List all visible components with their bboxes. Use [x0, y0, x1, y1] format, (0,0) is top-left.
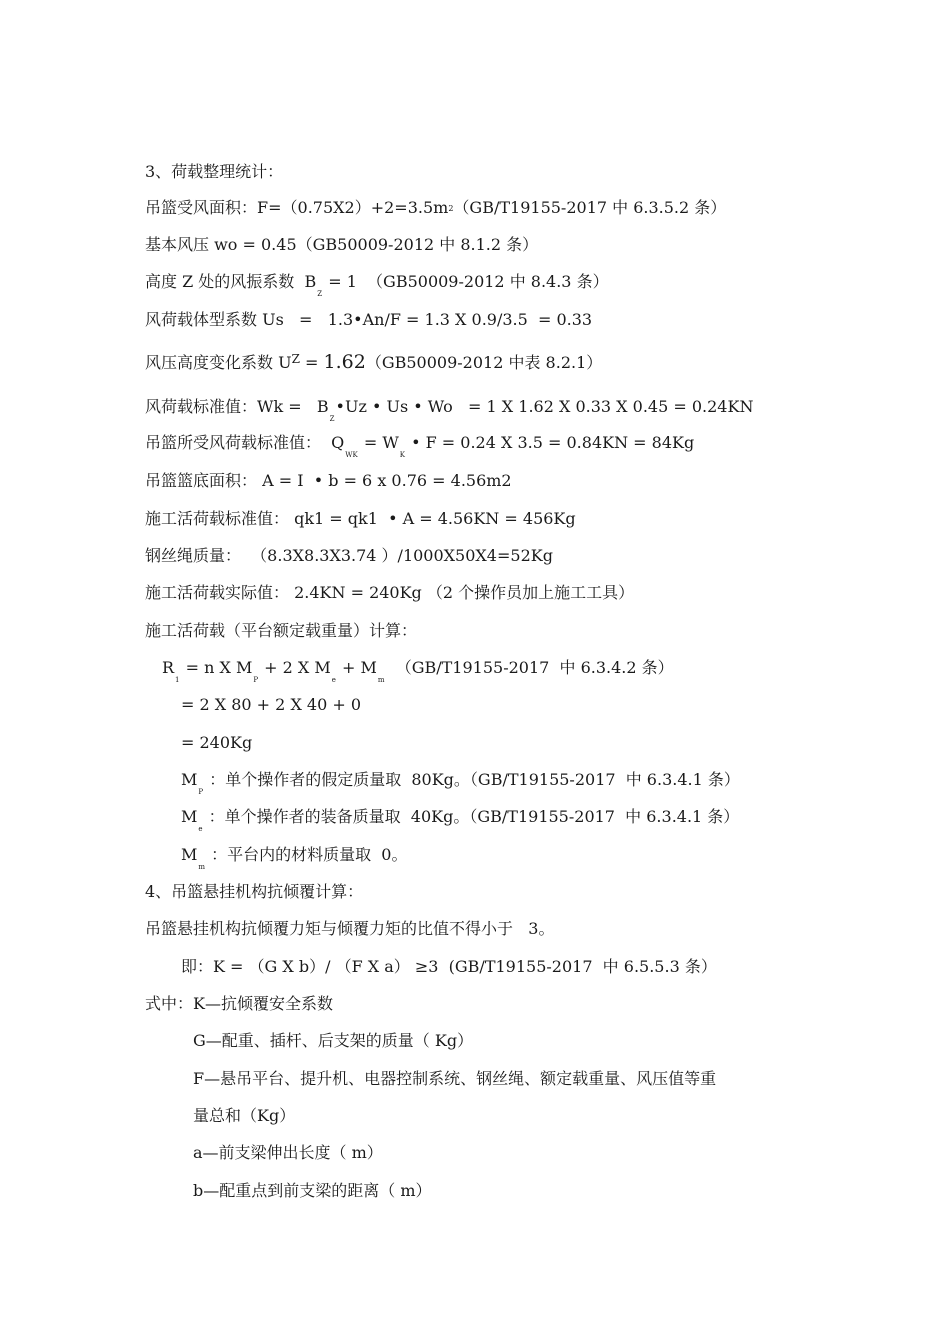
wind-area-line: 吊篮受风面积：$F=(0.75X2)+2=3.5m^2(GB/T19155-2017$ 中 6.3.5.2 条）	[145, 198, 727, 217]
f-definition-continued: 量总和（Kg）	[193, 1106, 296, 1125]
shape-coefficient-line: 风荷载体型系数 Us = 1.3•An/F = 1.3 X 0.9/3.5 = 0.33	[145, 310, 593, 329]
rated-load-heading: 施工活荷载（平台额定载重量）计算：	[145, 621, 418, 640]
wind-vibration-line: 高度 Z 处的风振系数 $B_Z = 1$ （GB50009-2012 中 8.4.3 条）	[145, 272, 609, 298]
section-heading-3: 3、荷载整理统计：	[145, 162, 284, 181]
r1-formula-line: $R_1 = n$ X $M_P + 2$ X $M_e + M_m$ （GB/T19155-2017 中 6.3.4.2 条）	[162, 658, 674, 684]
basic-wind-pressure-line: 基本风压 wo = 0.45（GB50009-2012 中 8.1.2 条）	[145, 235, 539, 254]
section-heading-4: 4、吊篮悬挂机构抗倾覆计算：	[145, 882, 364, 901]
b-definition-line: b—配重点到前支梁的距离（ m）	[193, 1181, 432, 1200]
basket-wind-load-line: 吊篮所受风荷载标准值： $Q_{WK} = W_K$ • F = 0.24 X 3.5 = 0.84KN = 84Kg	[145, 433, 695, 459]
wind-load-standard-line: 风荷载标准值：$Wk = B_Z•Uz$ • Us • Wo = 1 X 1.62 X 0.33 X 0.45 = 0.24KN	[145, 397, 754, 423]
basket-floor-area-line: 吊篮篮底面积： A = I • b = 6 x 0.76 = 4.56m2	[145, 471, 512, 490]
live-load-standard-line: 施工活荷载标准值： qk1 = qk1 • A = 4.56KN = 456Kg	[145, 509, 576, 528]
a-definition-line: a—前支梁伸出长度（ m）	[193, 1143, 383, 1162]
g-definition-line: G—配重、插杆、后支架的质量（ Kg）	[193, 1031, 474, 1050]
mp-definition-line: $M_P$ ：单个操作者的假定质量取 80Kg。（GB/T19155-2017 中 6.3.4.1 条）	[181, 770, 740, 796]
live-load-actual-line: 施工活荷载实际值： 2.4KN = 240Kg （2 个操作员加上施工工具）	[145, 583, 635, 602]
where-k-line: 式中：K—抗倾覆安全系数	[145, 994, 333, 1013]
r1-result-line: = 240Kg	[181, 733, 253, 752]
r1-substitution-line: = 2 X 80 + 2 X 40 + 0	[181, 695, 362, 714]
k-formula-line: 即：K = （G X b）/ （F X a） ≥3 (GB/T19155-2017 中 6.5.5.3 条）	[181, 957, 717, 976]
mm-definition-line: $M_m$ ：平台内的材料质量取 0。	[181, 845, 408, 871]
ratio-requirement-line: 吊篮悬挂机构抗倾覆力矩与倾覆力矩的比值不得小于 3。	[145, 919, 555, 938]
me-definition-line: $M_e$ ：单个操作者的装备质量取 40Kg。（GB/T19155-2017 中 6.3.4.1 条）	[181, 807, 740, 833]
height-coefficient-line: 风压高度变化系数 $U^Z = 1.62(GB50009-2012$ 中表 8.2.1）	[145, 351, 603, 373]
wire-rope-mass-line: 钢丝绳质量： （8.3X8.3X3.74 ）/1000X50X4=52Kg	[145, 546, 553, 565]
f-definition-line: F—悬吊平台、提升机、电器控制系统、钢丝绳、额定载重量、风压值等重	[193, 1069, 717, 1088]
